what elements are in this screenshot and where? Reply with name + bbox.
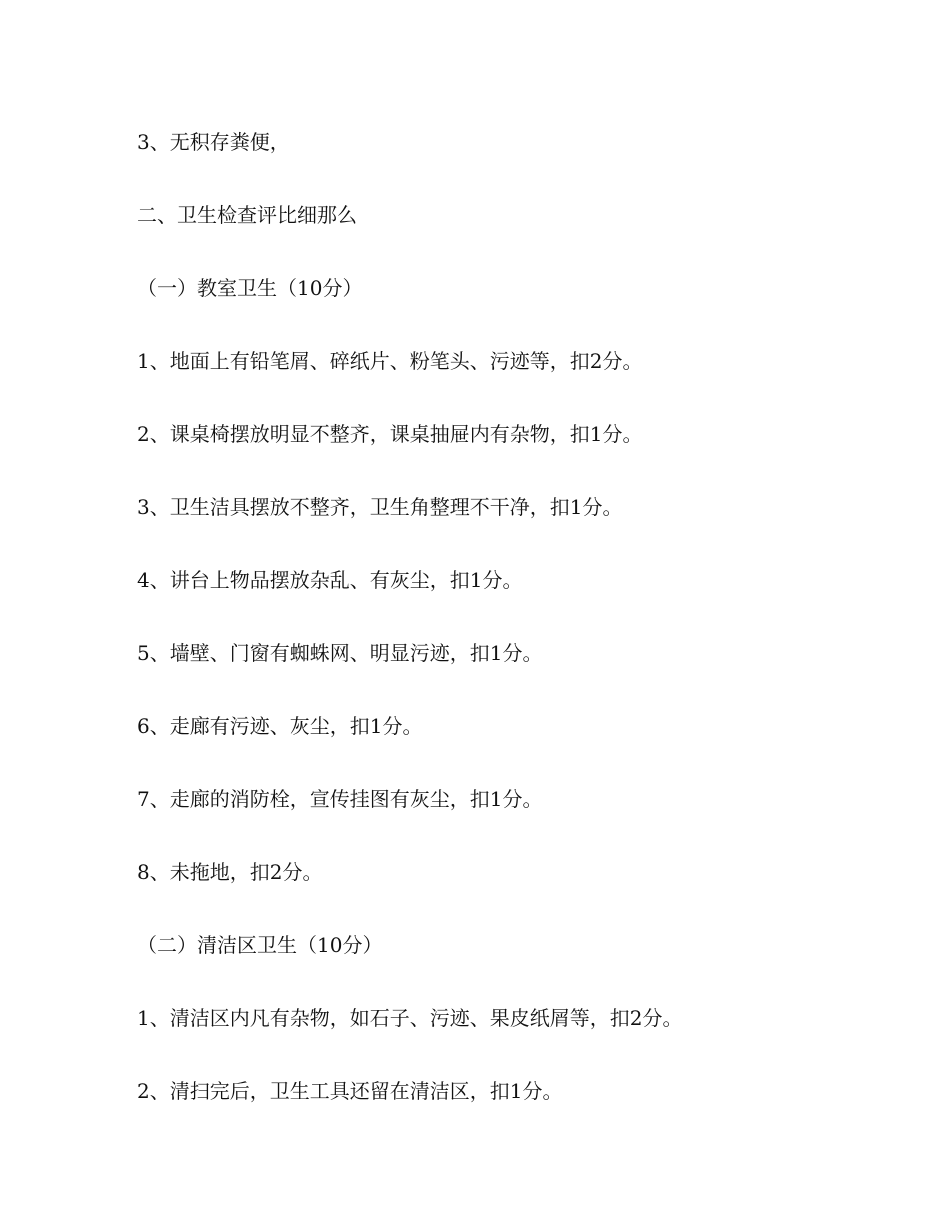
text-line: 2、课桌椅摆放明显不整齐，课桌抽屉内有杂物，扣1分。 <box>137 422 643 446</box>
text-line: 4、讲台上物品摆放杂乱、有灰尘，扣1分。 <box>137 568 523 592</box>
text-line: 3、无积存粪便， <box>137 130 290 154</box>
text-line: 2、清扫完后，卫生工具还留在清洁区，扣1分。 <box>137 1079 563 1103</box>
text-line: 8、未拖地，扣2分。 <box>137 860 323 884</box>
text-line: 5、墙壁、门窗有蜘蛛网、明显污迹，扣1分。 <box>137 641 543 665</box>
section-heading: 二、卫生检查评比细那么 <box>137 203 357 227</box>
subsection-heading: （一）教室卫生（10分） <box>137 276 363 300</box>
text-line: 6、走廊有污迹、灰尘，扣1分。 <box>137 714 423 738</box>
text-line: 1、地面上有铅笔屑、碎纸片、粉笔头、污迹等，扣2分。 <box>137 349 643 373</box>
text-line: 3、卫生洁具摆放不整齐，卫生角整理不干净，扣1分。 <box>137 495 623 519</box>
text-line: 7、走廊的消防栓，宣传挂图有灰尘，扣1分。 <box>137 787 543 811</box>
subsection-heading: （二）清洁区卫生（10分） <box>137 933 383 957</box>
text-line: 1、清洁区内凡有杂物，如石子、污迹、果皮纸屑等，扣2分。 <box>137 1006 683 1030</box>
